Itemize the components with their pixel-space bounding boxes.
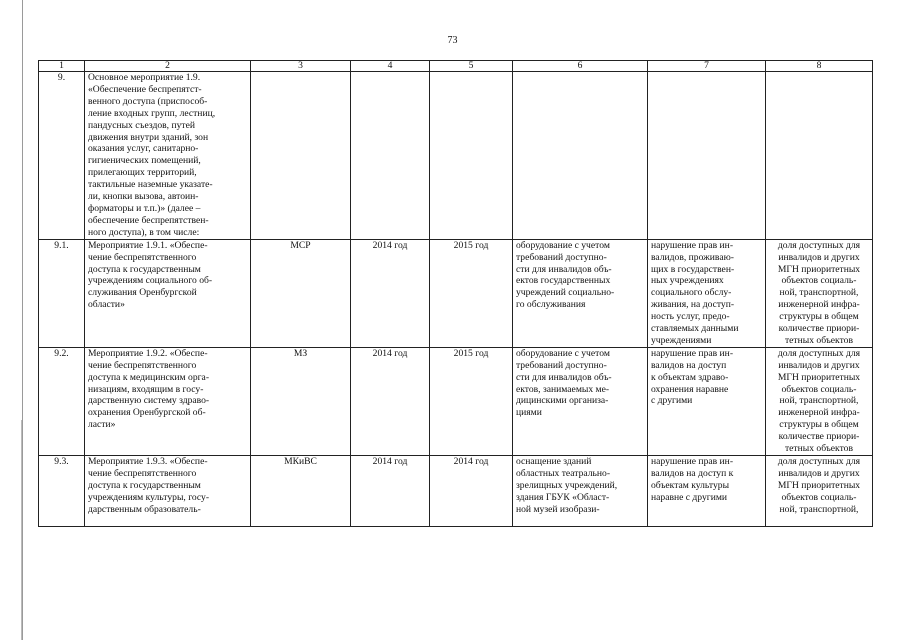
text-line: дарственным образователь- xyxy=(88,503,201,515)
text-line: тетных объектов xyxy=(784,443,853,455)
text-line: нарушение прав ин- xyxy=(651,456,734,467)
table-row xyxy=(39,239,873,347)
text-line: ласти» xyxy=(88,419,116,431)
row-number: 9.3. xyxy=(39,456,85,527)
text-line: оборудование с учетом xyxy=(516,347,610,359)
text-line: инвалидов и других xyxy=(778,359,860,371)
text-line: МГН приоритетных xyxy=(777,263,861,275)
text-line: учреждениям культуры, госу- xyxy=(88,491,210,503)
start-cell xyxy=(351,72,430,240)
column-number: 5 xyxy=(430,61,513,72)
consequence-cell xyxy=(648,72,766,240)
text-line: охранения Оренбургской об- xyxy=(88,407,206,419)
text-line: низациям, входящим в госу- xyxy=(88,383,204,395)
text-line: учреждениям социального об- xyxy=(88,275,213,287)
text-line: количестве приори- xyxy=(778,431,860,443)
row-number: 9.2. xyxy=(39,347,85,455)
text-line: валидов на доступ к xyxy=(651,467,734,479)
text-line: доля доступных для xyxy=(777,456,861,467)
table-row xyxy=(39,347,873,455)
column-number: 8 xyxy=(766,61,873,72)
indicator-cell xyxy=(766,72,873,240)
column-number: 3 xyxy=(251,61,351,72)
text-line: доступа к медицинским орга- xyxy=(88,371,210,383)
text-line: венного доступа (приспособ- xyxy=(88,95,208,107)
text-line: ектов, занимаемых ме- xyxy=(516,383,610,395)
text-line: чение беспрепятственного xyxy=(88,359,197,371)
start-cell: 2014 год xyxy=(351,239,430,347)
column-number-row xyxy=(39,61,873,72)
text-line: доступа к государственным xyxy=(88,479,201,491)
result-cell xyxy=(513,347,648,455)
measures-table xyxy=(38,60,873,527)
text-line: социального обслу- xyxy=(651,287,732,299)
text-line: доля доступных для xyxy=(777,347,861,359)
text-line: Мероприятие 1.9.1. «Обеспе- xyxy=(88,239,208,251)
table-row xyxy=(39,72,873,240)
text-line: МГН приоритетных xyxy=(777,479,861,491)
indicator-cell xyxy=(766,456,873,527)
measure-name-cell xyxy=(85,347,251,455)
scan-edge-line xyxy=(22,0,23,640)
text-line: инженерной инфра- xyxy=(778,407,860,419)
text-line: «Обеспечение беспрепятст- xyxy=(88,83,202,95)
text-line: дицинскими организа- xyxy=(516,395,609,407)
text-line: структуры в общем xyxy=(779,311,859,323)
end-cell xyxy=(430,72,513,240)
result-cell xyxy=(513,456,648,527)
text-line: ление входных групп, лестниц, xyxy=(88,107,216,119)
text-line: ной, транспортной, xyxy=(779,503,859,515)
text-line: доступа к государственным xyxy=(88,263,201,275)
measure-name-cell xyxy=(85,239,251,347)
text-line: объектов социаль- xyxy=(781,275,857,287)
text-line: областных театрально- xyxy=(516,467,611,479)
executor-cell: МЗ xyxy=(251,347,351,455)
text-line: к объектам здраво- xyxy=(651,371,729,383)
text-line: учреждениями xyxy=(651,334,712,346)
text-line: учреждений социально- xyxy=(516,287,615,299)
text-line: здания ГБУК «Област- xyxy=(516,491,610,503)
executor-cell xyxy=(251,72,351,240)
text-line: дарственную систему здраво- xyxy=(88,395,210,407)
text-line: с другими xyxy=(651,395,693,407)
text-line: охранения наравне xyxy=(651,383,729,395)
consequence-cell xyxy=(648,347,766,455)
text-line: чение беспрепятственного xyxy=(88,467,197,479)
text-line: пандусных съездов, путей xyxy=(88,119,195,131)
text-line: МГН приоритетных xyxy=(777,371,861,383)
text-line: ных учреждениях xyxy=(651,275,724,287)
text-line: ность услуг, предо- xyxy=(651,311,730,323)
text-line: оснащение зданий xyxy=(516,456,592,467)
text-line: ной, транспортной, xyxy=(779,395,859,407)
executor-cell: МСР xyxy=(251,239,351,347)
text-line: зрелищных учреждений, xyxy=(516,479,618,491)
text-line: Мероприятие 1.9.2. «Обеспе- xyxy=(88,347,208,359)
text-line: Основное мероприятие 1.9. xyxy=(88,72,201,83)
text-line: наравне с другими xyxy=(651,491,728,503)
scan-edge-shadow xyxy=(21,420,22,640)
text-line: Мероприятие 1.9.3. «Обеспе- xyxy=(88,456,208,467)
indicator-cell xyxy=(766,239,873,347)
row-number: 9. xyxy=(39,72,85,240)
text-line: сти для инвалидов объ- xyxy=(516,263,612,275)
end-cell: 2015 год xyxy=(430,347,513,455)
text-line: оказания услуг, санитарно- xyxy=(88,143,199,155)
text-line: инженерной инфра- xyxy=(778,299,860,311)
text-line: количестве приори- xyxy=(778,323,860,335)
text-line: области» xyxy=(88,299,125,311)
page-number: 73 xyxy=(447,35,458,46)
text-line: требований доступно- xyxy=(516,359,607,371)
text-line: ли, кнопки вызова, автоин- xyxy=(88,191,199,203)
text-line: инвалидов и других xyxy=(778,251,860,263)
text-line: сти для инвалидов объ- xyxy=(516,371,612,383)
text-line: циями xyxy=(516,407,542,419)
text-line: прилегающих территорий, xyxy=(88,167,197,179)
start-cell: 2014 год xyxy=(351,456,430,527)
text-line: служивания Оренбургской xyxy=(88,287,197,299)
consequence-cell xyxy=(648,239,766,347)
column-number: 6 xyxy=(513,61,648,72)
indicator-cell xyxy=(766,347,873,455)
text-line: объектов социаль- xyxy=(781,491,857,503)
text-line: форматоры и т.п.)» (далее – xyxy=(88,202,201,214)
text-line: валидов, проживаю- xyxy=(651,251,734,263)
text-line: ектов государственных xyxy=(516,275,611,287)
row-number: 9.1. xyxy=(39,239,85,347)
text-line: тетных объектов xyxy=(784,334,853,346)
text-line: требований доступно- xyxy=(516,251,607,263)
text-line: го обслуживания xyxy=(516,299,586,311)
column-number: 4 xyxy=(351,61,430,72)
text-line: валидов на доступ xyxy=(651,359,727,371)
column-number: 1 xyxy=(39,61,85,72)
text-line: нарушение прав ин- xyxy=(651,347,734,359)
result-cell xyxy=(513,239,648,347)
end-cell: 2015 год xyxy=(430,239,513,347)
text-line: движения внутри зданий, зон xyxy=(88,131,209,143)
text-line: ставляемых данными xyxy=(651,323,739,335)
text-line: оборудование с учетом xyxy=(516,239,610,251)
text-line: живания, на доступ- xyxy=(651,299,735,311)
text-line: тактильные наземные указате- xyxy=(88,179,213,191)
text-line: объектов социаль- xyxy=(781,383,857,395)
text-line: инвалидов и других xyxy=(778,467,860,479)
text-line: чение беспрепятственного xyxy=(88,251,197,263)
consequence-cell xyxy=(648,456,766,527)
executor-cell: МКиВС xyxy=(251,456,351,527)
text-line: нарушение прав ин- xyxy=(651,239,734,251)
text-line: структуры в общем xyxy=(779,419,859,431)
table-row xyxy=(39,456,873,527)
result-cell xyxy=(513,72,648,240)
start-cell: 2014 год xyxy=(351,347,430,455)
text-line: доля доступных для xyxy=(777,239,861,251)
text-line: ной музей изобрази- xyxy=(516,503,600,515)
column-number: 7 xyxy=(648,61,766,72)
text-line: обеспечение беспрепятствен- xyxy=(88,214,209,226)
text-line: объектам культуры xyxy=(651,479,730,491)
text-line: ного доступа), в том числе: xyxy=(88,226,200,238)
measure-name-cell xyxy=(85,456,251,527)
end-cell: 2014 год xyxy=(430,456,513,527)
text-line: гигиенических помещений, xyxy=(88,155,201,167)
text-line: ной, транспортной, xyxy=(779,287,859,299)
column-number: 2 xyxy=(85,61,251,72)
measure-name-cell xyxy=(85,72,251,240)
text-line: щих в государствен- xyxy=(651,263,735,275)
